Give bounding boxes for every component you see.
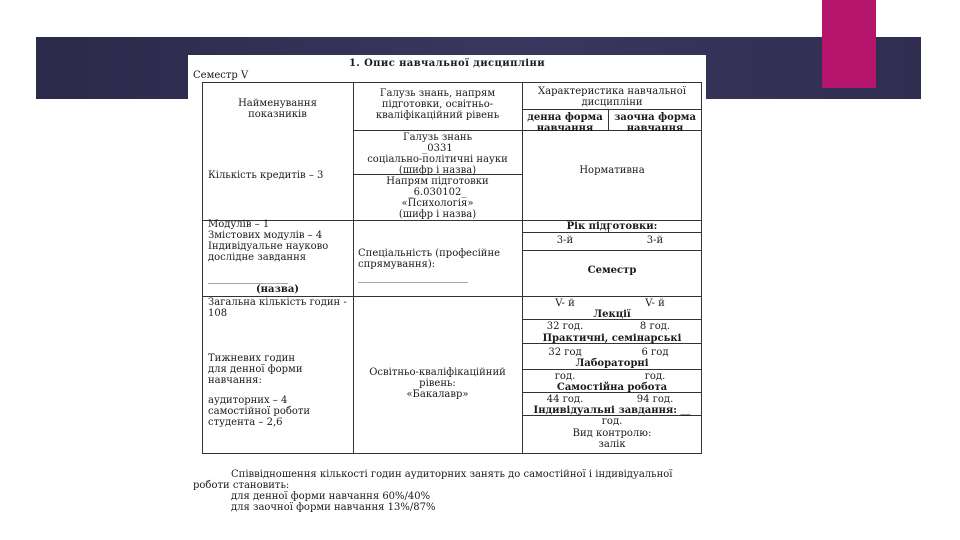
control-type: Вид контролю: залік <box>572 428 652 450</box>
specialty-label: Спеціальність (професійне спрямування): <box>358 248 501 270</box>
semester-distance: V- й <box>645 298 665 309</box>
lectures-day: 32 год. <box>546 321 584 332</box>
credits-value: Кількість кредитів – 3 <box>208 170 324 181</box>
row-line-year <box>522 232 702 233</box>
field-of-knowledge: Галузь знань _0331 соціально-політичні науки (шифр і назва) <box>367 132 508 176</box>
selfwork-distance: 94 год. <box>636 394 674 405</box>
year-day: 3-й <box>556 235 574 246</box>
semester-day: V- й <box>555 298 575 309</box>
lab-distance: год. <box>644 371 666 382</box>
indiv-tasks-label: Індивідуальні завдання: __ год. <box>533 405 691 427</box>
year-distance: 3-й <box>646 235 664 246</box>
document-sheet <box>188 55 706 540</box>
individual-task-name: (назва) <box>255 284 300 295</box>
accent-tab <box>822 0 876 88</box>
lab-label: Лабораторні <box>575 358 649 369</box>
specialty-blank: ______________________ <box>358 272 468 283</box>
row-line-year-values <box>522 250 702 251</box>
content-modules-count: Змістових модулів – 4 <box>208 230 323 241</box>
classroom-hours: аудиторних – 4 <box>208 395 288 406</box>
weekly-hours: Тижневих годин для денної форми навчання: <box>208 353 303 386</box>
self-work-hours: самостійної роботи студента – 2,6 <box>208 406 311 428</box>
selfwork-label: Самостійна робота <box>556 382 668 393</box>
section-title: 1. Опис навчальної дисципліни <box>348 58 546 69</box>
semester-label: Семестр <box>587 265 637 276</box>
practical-label: Практичні, семінарські <box>542 333 682 344</box>
ratio-day: для денної форми навчання 60%/40% <box>231 491 431 502</box>
normative-label: Нормативна <box>579 165 645 176</box>
practical-day: 32 год <box>548 347 582 358</box>
lectures-label: Лекції <box>593 309 631 320</box>
selfwork-day: 44 год. <box>546 394 584 405</box>
row-line-lab <box>522 369 702 370</box>
qualification-level: Освітньо-кваліфікаційний рівень: «Бакалавр» <box>369 367 506 400</box>
total-hours: Загальна кількість годин - 108 <box>208 297 347 319</box>
semester-top-label: Семестр V <box>193 70 249 81</box>
header-distance-form: заочна форма навчання <box>614 112 696 134</box>
header-field: Галузь знань, напрям підготовки, освітньо- кваліфікаційний рівень <box>375 88 500 121</box>
practical-distance: 6 год <box>641 347 669 358</box>
header-indicators: Найменування показників <box>238 98 317 120</box>
ratio-paragraph: Співвідношення кількості годин аудиторних занять до самостійної і індивідуальної роботи становить: для денної форми навчання 60%/40% для заочної форми навчання 13%/87% <box>193 469 673 513</box>
individual-task-label: Індивідуальне науково дослідне завдання <box>208 241 329 263</box>
header-day-form: денна форма навчання <box>527 112 603 134</box>
year-label: Рік підготовки: <box>566 221 658 232</box>
individual-task-blank: ________________ <box>208 273 288 284</box>
direction-of-training: Напрям підготовки _6.030102_ «Психологія» (шифр і назва) <box>386 176 489 220</box>
lectures-distance: 8 год. <box>639 321 671 332</box>
row-line-char <box>522 109 702 110</box>
modules-count: Модулів – 1 <box>208 219 270 230</box>
ratio-distance: для заочної форми навчання 13%/87% <box>231 502 436 513</box>
header-characteristics: Характеристика навчальної дисципліни <box>538 86 686 108</box>
lab-day: год. <box>554 371 576 382</box>
